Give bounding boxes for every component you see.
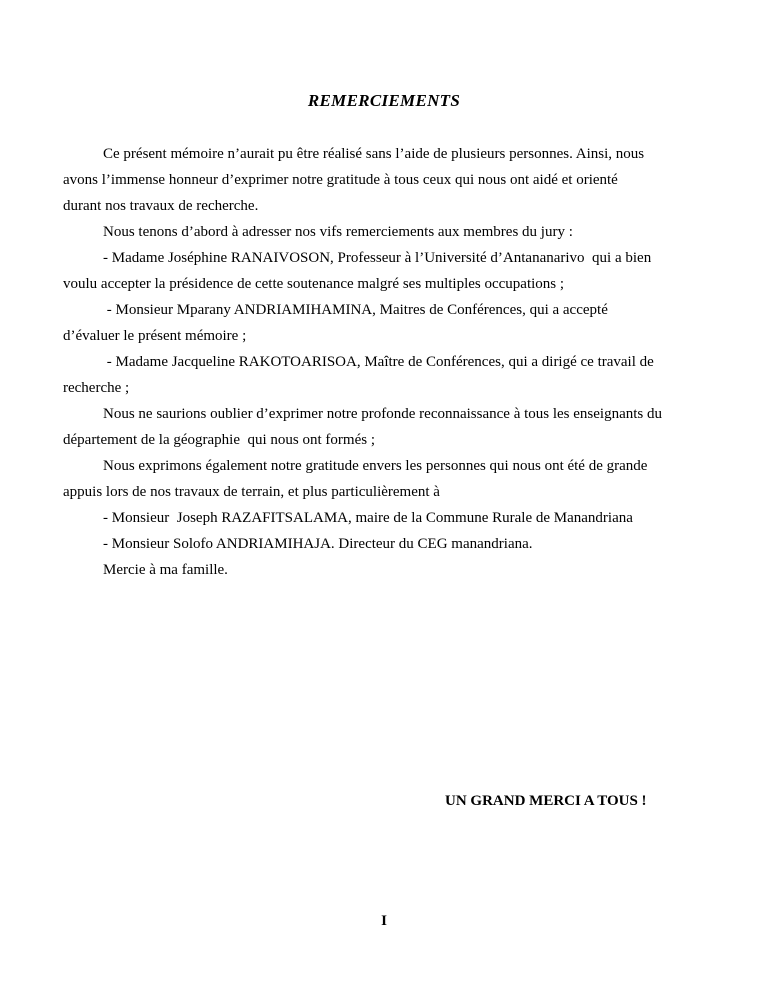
text-line: voulu accepter la présidence de cette soutenance malgré ses multiples occupations ; <box>63 276 565 292</box>
text-line: - Madame Joséphine RANAIVOSON, Professeur à l’Université d’Antananarivo qui a bien <box>103 250 652 266</box>
text-line: durant nos travaux de recherche. <box>63 198 259 214</box>
page-number: I <box>381 913 387 929</box>
paragraph <box>63 141 705 219</box>
paragraph <box>63 297 705 349</box>
text-line: Ce présent mémoire n’aurait pu être réalisé sans l’aide de plusieurs personnes. Ainsi, nous <box>103 146 645 162</box>
paragraph <box>63 505 705 531</box>
page-title: REMERCIEMENTS <box>307 91 461 110</box>
text-line: Nous exprimons également notre gratitude envers les personnes qui nous ont été de grande <box>103 458 648 474</box>
text-line: recherche ; <box>63 380 130 396</box>
body-text <box>63 141 705 583</box>
text-line: d’évaluer le présent mémoire ; <box>63 328 247 344</box>
paragraph <box>63 219 705 245</box>
paragraph <box>63 401 705 453</box>
text-line: Mercie à ma famille. <box>103 562 228 578</box>
text-line: - Monsieur Joseph RAZAFITSALAMA, maire de la Commune Rurale de Manandriana <box>103 510 633 526</box>
closing-line: UN GRAND MERCI A TOUS ! <box>445 793 647 809</box>
paragraph <box>63 349 705 401</box>
paragraph <box>63 245 705 297</box>
paragraph <box>63 531 705 557</box>
text-line: département de la géographie qui nous ont formés ; <box>63 432 375 448</box>
paragraph <box>63 557 705 583</box>
text-line: - Monsieur Solofo ANDRIAMIHAJA. Directeur du CEG manandriana. <box>103 536 533 552</box>
paragraph <box>63 453 705 505</box>
text-line: avons l’immense honneur d’exprimer notre gratitude à tous ceux qui nous ont aidé et orienté <box>63 172 618 188</box>
text-line: Nous ne saurions oublier d’exprimer notre profonde reconnaissance à tous les enseignants du <box>103 406 663 422</box>
text-line: - Madame Jacqueline RAKOTOARISOA, Maître de Conférences, qui a dirigé ce travail de <box>103 354 654 370</box>
text-line: Nous tenons d’abord à adresser nos vifs remerciements aux membres du jury : <box>103 224 573 240</box>
text-line: appuis lors de nos travaux de terrain, et plus particulièrement à <box>63 484 440 500</box>
text-line: - Monsieur Mparany ANDRIAMIHAMINA, Maitres de Conférences, qui a accepté <box>103 302 608 318</box>
